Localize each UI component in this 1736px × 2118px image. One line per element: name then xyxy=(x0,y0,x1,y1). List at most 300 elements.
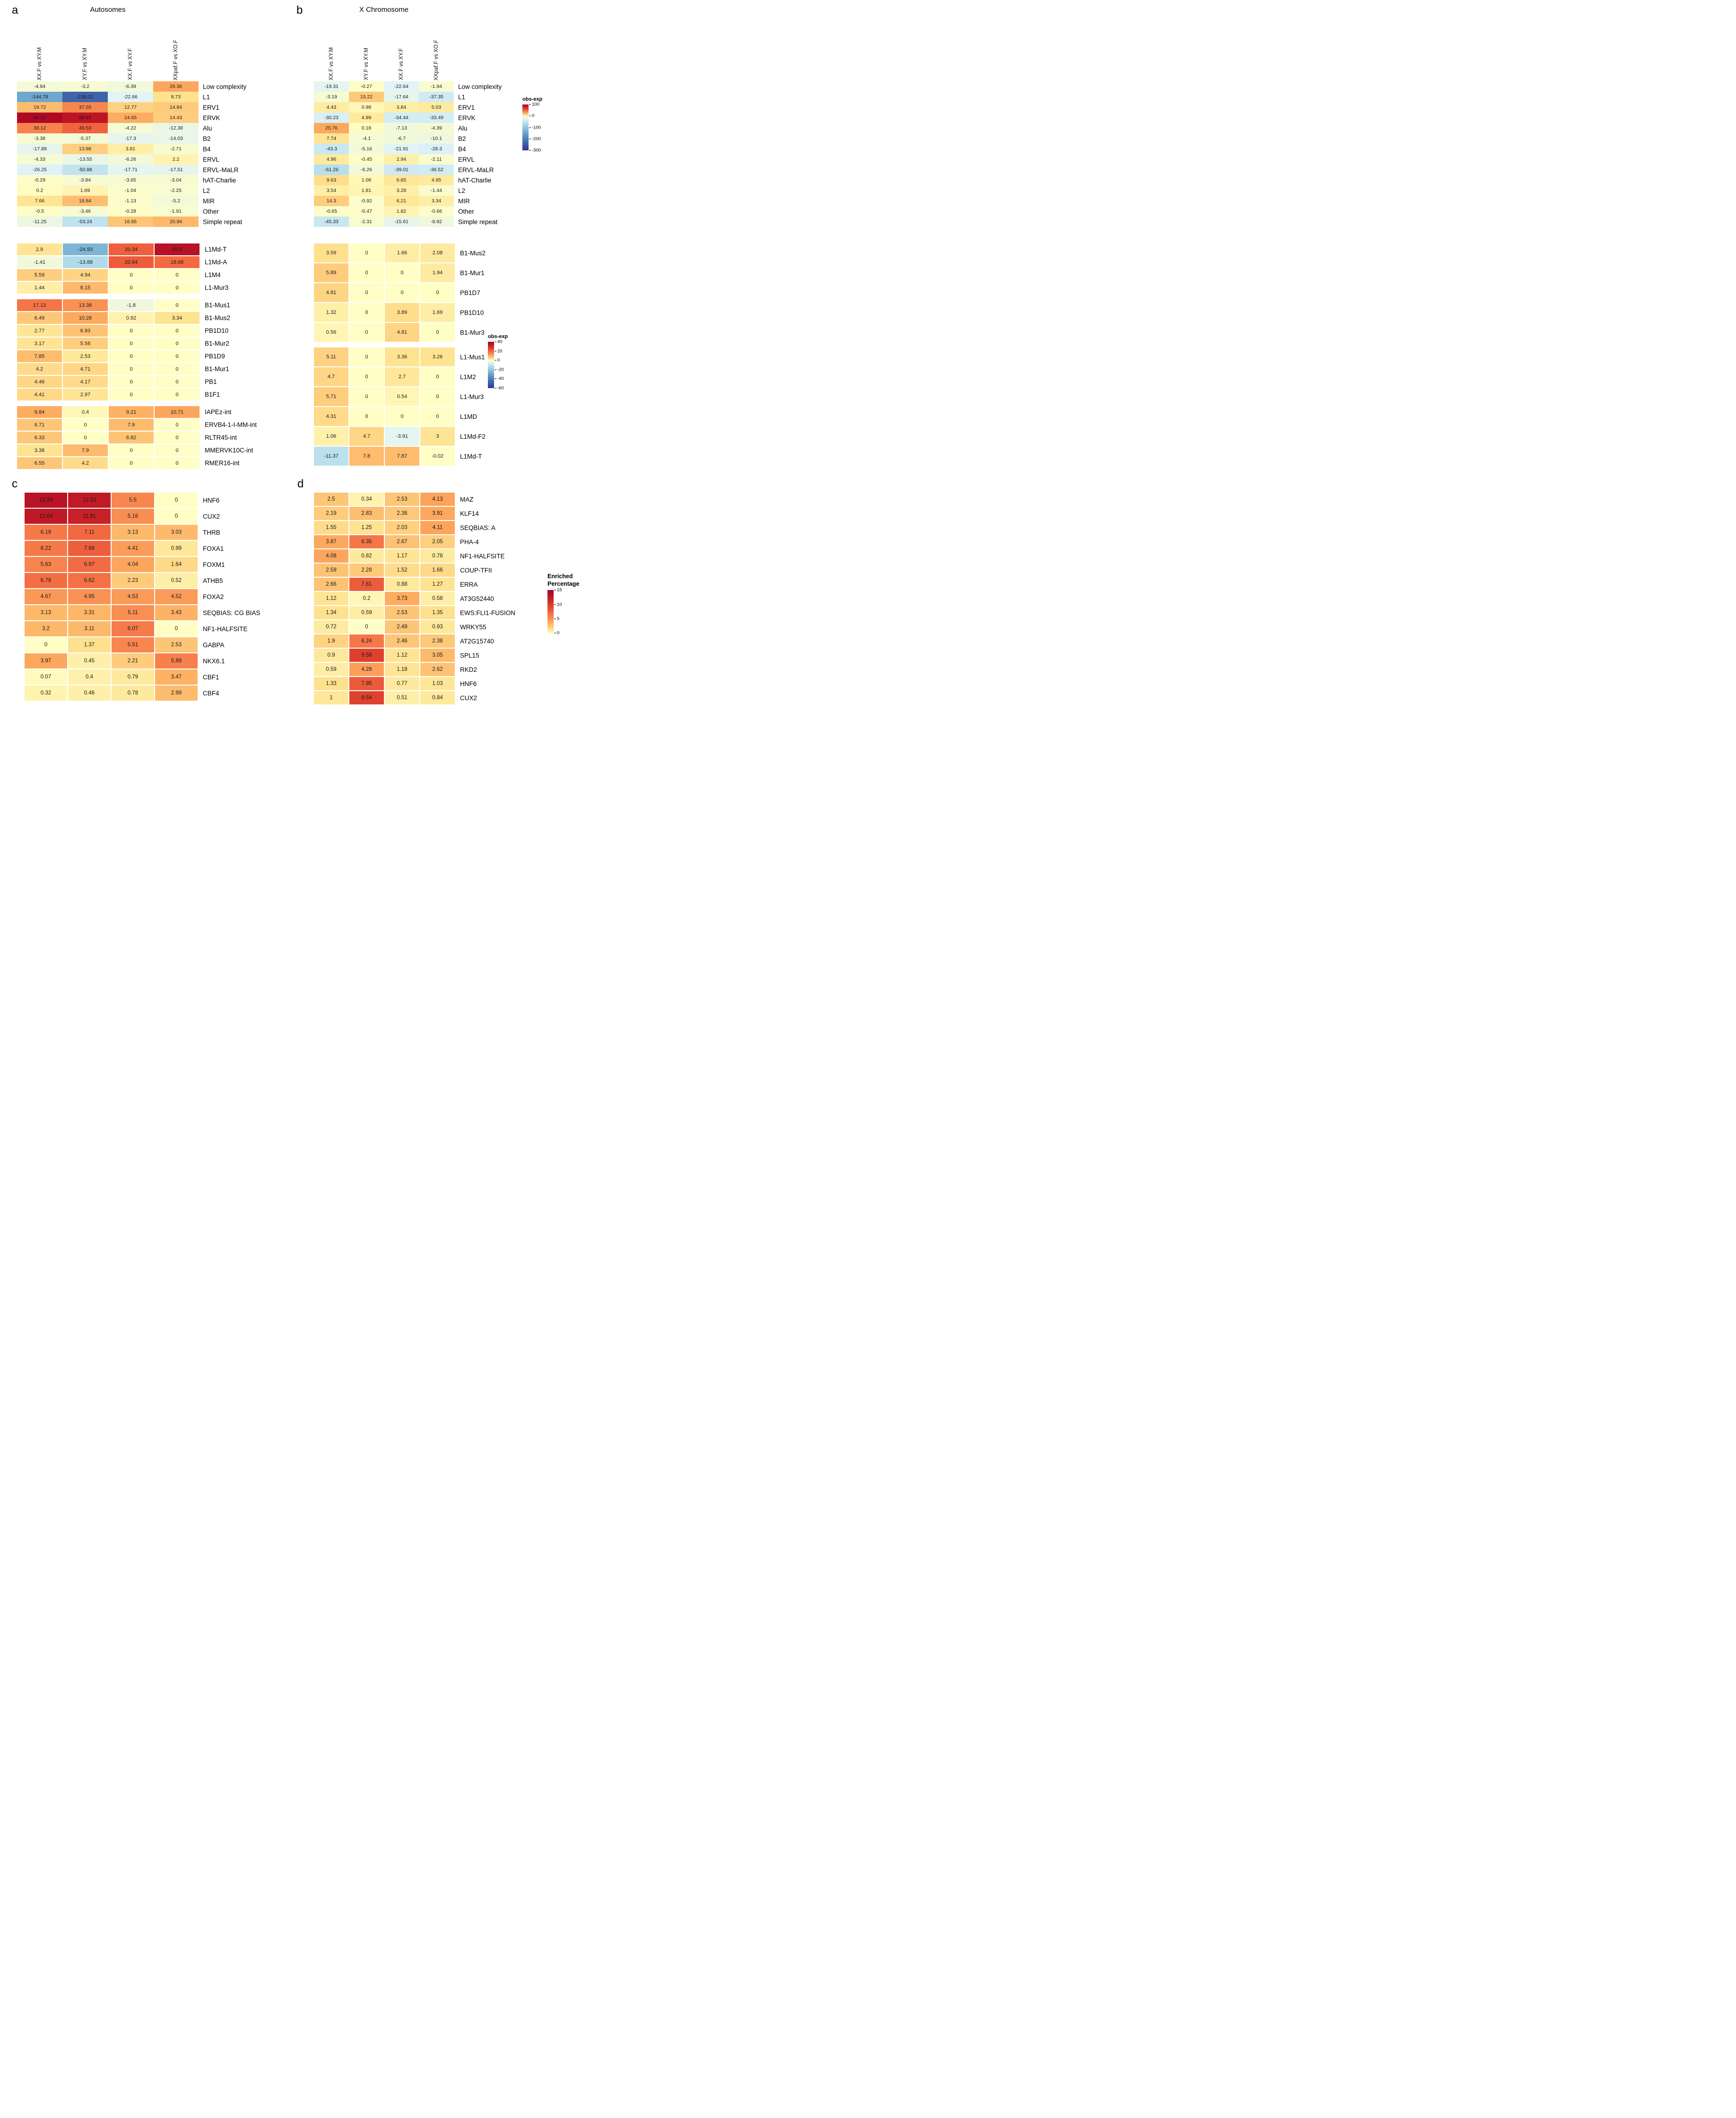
heatmap-cell: 0 xyxy=(349,303,384,322)
heatmap-row xyxy=(314,447,486,466)
heatmap-xchromosome-repeat-families xyxy=(314,243,486,466)
heatmap-cell: -0.92 xyxy=(349,196,384,206)
heatmap-cell: 6.97 xyxy=(68,557,111,572)
heatmap-row xyxy=(314,323,486,342)
row-label: L1-Mus1 xyxy=(460,353,485,361)
heatmap-cell: 0 xyxy=(349,263,384,282)
row-label: RLTR45-int xyxy=(205,434,237,441)
heatmap-cell: -53.24 xyxy=(62,217,108,227)
heatmap-cell: 5.71 xyxy=(314,387,348,406)
legend-obs-exp-top xyxy=(522,96,543,153)
row-label: B1-Mus2 xyxy=(205,314,231,321)
heatmap-cell: 3.17 xyxy=(17,338,62,349)
heatmap-cell: 6.49 xyxy=(17,312,62,324)
legend-colorbar xyxy=(488,342,494,388)
column-header-label: XX.F vs XY.F xyxy=(398,48,404,80)
heatmap-cell: 3.54 xyxy=(314,185,349,196)
heatmap-cell: 1.27 xyxy=(420,578,455,591)
row-label: L1 xyxy=(458,93,466,101)
heatmap-cell: 0.9 xyxy=(314,649,348,662)
heatmap-cell: 1.25 xyxy=(349,521,384,534)
heatmap-cell: 1.82 xyxy=(384,206,419,217)
heatmap-cell: 4.52 xyxy=(155,589,198,604)
heatmap-row xyxy=(25,557,260,572)
heatmap-cell: 5.58 xyxy=(63,338,108,349)
heatmap-cell: 0 xyxy=(155,299,200,311)
heatmap-row xyxy=(17,185,246,196)
heatmap-cell: 2.38 xyxy=(420,634,455,648)
row-label: B1-Mus1 xyxy=(205,302,231,309)
heatmap-cell: -5.2 xyxy=(153,196,199,206)
heatmap-cell: 20.94 xyxy=(153,217,199,227)
heatmap-cell: 0.78 xyxy=(112,686,154,701)
row-label: L1Md-A xyxy=(205,259,227,266)
heatmap-row xyxy=(314,243,486,262)
heatmap-cell: -3.19 xyxy=(314,92,349,102)
heatmap-cell: 4.08 xyxy=(314,549,348,563)
heatmap-row xyxy=(314,206,502,217)
row-label: THRB xyxy=(203,529,220,536)
heatmap-cell: 7.68 xyxy=(68,541,111,556)
heatmap-cell: -3.04 xyxy=(153,175,199,185)
heatmap-cell: 2.03 xyxy=(385,521,419,534)
row-label: B4 xyxy=(458,145,466,153)
heatmap-cell: -1.04 xyxy=(108,185,153,196)
row-label: MIR xyxy=(203,197,215,205)
heatmap-cell: -3.65 xyxy=(108,175,153,185)
heatmap-cell: -3.2 xyxy=(62,81,108,92)
legend-tick-label: -300 xyxy=(529,148,541,153)
row-label: CUX2 xyxy=(460,694,477,702)
heatmap-cell: 35.5 xyxy=(155,243,200,255)
heatmap-cell: 0 xyxy=(349,387,384,406)
heatmap-cell: -3.38 xyxy=(17,133,62,144)
column-header xyxy=(62,48,108,80)
heatmap-cell: -15.61 xyxy=(384,217,419,227)
heatmap-cell: 1 xyxy=(314,691,348,704)
heatmap-cell: 1.17 xyxy=(385,549,419,563)
heatmap-cell: 6.07 xyxy=(112,621,154,636)
heatmap-cell: 0 xyxy=(420,283,455,302)
heatmap-cell: 0.07 xyxy=(25,669,67,685)
row-label: MMERVK10C-int xyxy=(205,447,253,454)
heatmap-cell: 4.81 xyxy=(314,283,348,302)
heatmap-cell: 1.06 xyxy=(314,427,348,446)
heatmap-cell: 0.52 xyxy=(155,573,198,588)
heatmap-cell: 0.32 xyxy=(25,686,67,701)
heatmap-cell: 4.71 xyxy=(63,363,108,375)
heatmap-cell: 0.88 xyxy=(385,578,419,591)
heatmap-cell: 0.2 xyxy=(17,185,62,196)
heatmap-cell: 1.52 xyxy=(385,564,419,577)
heatmap-cell: 12.53 xyxy=(68,493,111,508)
row-label: MIR xyxy=(458,197,470,205)
heatmap-cell: -2.11 xyxy=(419,154,454,165)
heatmap-cell: -6.7 xyxy=(384,133,419,144)
heatmap-cell: 3.59 xyxy=(314,243,348,262)
heatmap-cell: 25.76 xyxy=(314,123,349,133)
heatmap-row xyxy=(17,196,246,206)
heatmap-cell: 2.2 xyxy=(153,154,199,165)
heatmap-cell: 4.53 xyxy=(112,589,154,604)
heatmap-cell: 4.7 xyxy=(349,427,384,446)
heatmap-cell: -19.31 xyxy=(314,81,349,92)
heatmap-cell: 14.43 xyxy=(153,113,199,123)
heatmap-cell: 3.26 xyxy=(420,347,455,366)
heatmap-cell: 9.21 xyxy=(109,406,154,418)
row-label: NF1-HALFSITE xyxy=(203,625,248,633)
heatmap-cell: 10.28 xyxy=(63,312,108,324)
heatmap-cell: 86.91 xyxy=(62,113,108,123)
row-label: PB1D10 xyxy=(205,327,229,334)
legend-title: Enriched Percentage xyxy=(547,573,580,587)
heatmap-cell: -1.13 xyxy=(108,196,153,206)
row-label: RMER16-int xyxy=(205,460,240,467)
heatmap-cell: 6.35 xyxy=(349,535,384,548)
row-label: hAT-Charlie xyxy=(203,176,236,184)
heatmap-cell: 1.37 xyxy=(68,637,111,652)
heatmap-row xyxy=(17,206,246,217)
heatmap-cell: 7.81 xyxy=(349,578,384,591)
heatmap-row xyxy=(314,154,502,165)
heatmap-cell: 3.47 xyxy=(155,669,198,685)
row-label: HNF6 xyxy=(203,496,220,504)
heatmap-cell: -13.88 xyxy=(63,256,108,268)
heatmap-cell: 1.33 xyxy=(314,677,348,690)
heatmap-xchromosome-repeat-classes xyxy=(314,81,502,227)
heatmap-cell: 5.63 xyxy=(25,557,67,572)
heatmap-cell: 0.59 xyxy=(314,663,348,676)
heatmap-cell: -3.91 xyxy=(385,427,419,446)
legend-tick-label: -60 xyxy=(495,386,504,391)
heatmap-cell: -2.25 xyxy=(153,185,199,196)
heatmap-row xyxy=(17,256,257,268)
heatmap-cell: 2.7 xyxy=(385,367,419,386)
row-label: ERV1 xyxy=(203,104,220,111)
row-label: B2 xyxy=(203,135,211,142)
heatmap-cell: 4.41 xyxy=(112,541,154,556)
heatmap-cell: -0.5 xyxy=(17,206,62,217)
heatmap-row xyxy=(25,541,260,556)
heatmap-cell: 6.82 xyxy=(109,432,154,443)
column-header-label: XX.F vs XY.M xyxy=(36,47,43,80)
heatmap-cell: 3.84 xyxy=(384,102,419,113)
heatmap-cell: 0 xyxy=(155,457,200,469)
row-label: B1-Mur3 xyxy=(460,329,485,336)
heatmap-cell: -236.21 xyxy=(62,92,108,102)
row-label: CBF1 xyxy=(203,673,219,681)
heatmap-row xyxy=(314,102,502,113)
panel-b-title: X Chromosome xyxy=(359,6,409,14)
heatmap-row xyxy=(314,620,515,634)
heatmap-cell: 1.44 xyxy=(17,282,62,294)
heatmap-cell: -0.65 xyxy=(314,206,349,217)
heatmap-row xyxy=(314,263,486,282)
legend-obs-exp-bottom xyxy=(488,334,508,391)
legend-tick-label: 0 xyxy=(529,113,534,119)
heatmap-cell: 0.82 xyxy=(349,549,384,563)
heatmap-cell: 12.77 xyxy=(108,102,153,113)
heatmap-row xyxy=(17,81,246,92)
heatmap-cell: -17.3 xyxy=(108,133,153,144)
panel-a-letter: a xyxy=(12,4,18,17)
column-header-label: XXpaf.F vs XO.F xyxy=(173,39,179,80)
heatmap-cell: -7.13 xyxy=(384,123,419,133)
heatmap-row xyxy=(314,113,502,123)
heatmap-cell: 0.4 xyxy=(68,669,111,685)
heatmap-cell: 0.78 xyxy=(420,549,455,563)
heatmap-cell: 1.66 xyxy=(385,243,419,262)
heatmap-cell: 0 xyxy=(349,283,384,302)
heatmap-cell: 0 xyxy=(155,363,200,375)
heatmap-cell: -11.25 xyxy=(17,217,62,227)
heatmap-autosomes-repeat-families xyxy=(17,243,257,469)
row-label: B1-Mur2 xyxy=(205,340,229,347)
row-label: L1Md-F2 xyxy=(460,433,486,440)
heatmap-cell: 0 xyxy=(109,325,154,337)
heatmap-cell: 4.04 xyxy=(112,557,154,572)
heatmap-row xyxy=(17,113,246,123)
heatmap-cell: 2.5 xyxy=(314,493,348,506)
heatmap-cell: 1.32 xyxy=(314,303,348,322)
heatmap-cell: 0.58 xyxy=(420,592,455,605)
heatmap-cell: 2.46 xyxy=(385,634,419,648)
heatmap-cell: 2.99 xyxy=(155,686,198,701)
heatmap-cell: -22.64 xyxy=(384,81,419,92)
heatmap-cell: 14.84 xyxy=(153,102,199,113)
heatmap-cell: 6.62 xyxy=(68,573,111,588)
row-label: SEQBIAS: A xyxy=(460,524,496,531)
heatmap-cell: 3 xyxy=(420,427,455,446)
heatmap-cell: -4.39 xyxy=(419,123,454,133)
heatmap-cell: 7.9 xyxy=(109,419,154,431)
heatmap-cell: 0 xyxy=(109,444,154,456)
heatmap-cell: 2.23 xyxy=(112,573,154,588)
heatmap-cell: -1.8 xyxy=(109,299,154,311)
heatmap-cell: 4.96 xyxy=(314,154,349,165)
legend-colorbar xyxy=(522,104,529,150)
heatmap-cell: 1.12 xyxy=(385,649,419,662)
heatmap-cell: 4.2 xyxy=(63,457,108,469)
heatmap-cell: -45.33 xyxy=(314,217,349,227)
column-header xyxy=(384,48,419,80)
heatmap-cell: 18.84 xyxy=(62,196,108,206)
heatmap-row xyxy=(314,691,515,704)
heatmap-row xyxy=(314,407,486,426)
heatmap-row xyxy=(314,493,515,506)
legend-title: obs-exp xyxy=(522,96,543,102)
legend-tick-labels xyxy=(495,339,516,391)
heatmap-cell: 1.55 xyxy=(314,521,348,534)
heatmap-cell: 2.67 xyxy=(385,535,419,548)
row-label: hAT-Charlie xyxy=(458,176,492,184)
heatmap-cell: 4.17 xyxy=(63,376,108,388)
heatmap-cell: 2.9 xyxy=(17,243,62,255)
heatmap-row xyxy=(314,81,502,92)
heatmap-autosomes-repeat-classes xyxy=(17,81,246,227)
heatmap-cell: 4.28 xyxy=(349,663,384,676)
heatmap-cell: -0.27 xyxy=(349,81,384,92)
heatmap-cell: 2.83 xyxy=(349,507,384,520)
heatmap-row xyxy=(17,217,246,227)
heatmap-cell: 0 xyxy=(25,637,67,652)
heatmap-cell: 3.89 xyxy=(385,303,419,322)
heatmap-cell: 0.77 xyxy=(385,677,419,690)
heatmap-cell: 0 xyxy=(349,620,384,634)
heatmap-row xyxy=(17,133,246,144)
heatmap-row xyxy=(25,525,260,540)
heatmap-row xyxy=(314,507,515,520)
heatmap-cell: 3.38 xyxy=(17,444,62,456)
heatmap-cell: 4.31 xyxy=(314,407,348,426)
legend-tick-label: -40 xyxy=(495,376,504,382)
heatmap-cell: 0 xyxy=(109,338,154,349)
panel-c-letter: c xyxy=(12,477,17,490)
row-label: L1-Mur3 xyxy=(205,284,229,291)
row-label: PB1D7 xyxy=(460,289,480,296)
heatmap-cell: 16.85 xyxy=(108,217,153,227)
heatmap-cell: 0 xyxy=(155,325,200,337)
column-header-label: XXpaf.F vs XO.F xyxy=(433,39,439,80)
row-label: Low complexity xyxy=(458,83,502,90)
heatmap-cell: 0 xyxy=(349,323,384,342)
heatmap-cell: 0.99 xyxy=(155,541,198,556)
heatmap-cell: 6.21 xyxy=(384,196,419,206)
heatmap-cell: 1.35 xyxy=(420,606,455,619)
heatmap-cell: -4.33 xyxy=(17,154,62,165)
heatmap-cell: 2.53 xyxy=(385,493,419,506)
row-label: FOXA1 xyxy=(203,545,224,552)
heatmap-cell: 7.8 xyxy=(349,447,384,466)
heatmap-row xyxy=(25,621,260,636)
heatmap-row xyxy=(17,338,257,349)
row-label: SEQBIAS: CG BIAS xyxy=(203,609,260,616)
row-label: L2 xyxy=(458,187,466,194)
row-label: GABPA xyxy=(203,641,225,649)
row-label: NKX6.1 xyxy=(203,657,225,665)
heatmap-cell: 2.62 xyxy=(420,663,455,676)
heatmap-cell: -17.51 xyxy=(153,165,199,175)
panel-b-letter: b xyxy=(296,4,303,17)
heatmap-cell: 3.87 xyxy=(314,535,348,548)
heatmap-cell: -1.94 xyxy=(419,81,454,92)
heatmap-cell: -0.45 xyxy=(349,154,384,165)
heatmap-cell: 0 xyxy=(385,283,419,302)
legend-tick-label: 5 xyxy=(554,616,559,621)
heatmap-cell: -1.41 xyxy=(17,256,62,268)
heatmap-cell: -34.44 xyxy=(384,113,419,123)
heatmap-row xyxy=(17,154,246,165)
heatmap-cell: 0.54 xyxy=(385,387,419,406)
column-header-label: XY.F vs XY.M xyxy=(82,48,88,80)
row-label: L1Md-T xyxy=(460,452,482,460)
heatmap-cell: 0 xyxy=(155,509,198,524)
heatmap-cell: 6.24 xyxy=(349,634,384,648)
row-label: NF1-HALFSITE xyxy=(460,552,505,560)
heatmap-cell: 0 xyxy=(155,338,200,349)
heatmap-cell: -24.93 xyxy=(63,243,108,255)
column-header xyxy=(153,40,199,80)
heatmap-row xyxy=(314,535,515,548)
heatmap-cell: 3.81 xyxy=(108,144,153,154)
heatmap-cell: 3.11 xyxy=(68,621,111,636)
heatmap-row xyxy=(17,312,257,324)
heatmap-cell: -0.02 xyxy=(420,447,455,466)
row-label: ERVL xyxy=(203,156,220,163)
heatmap-row xyxy=(25,653,260,668)
heatmap-cell: 3.97 xyxy=(25,653,67,668)
heatmap-cell: 1.69 xyxy=(420,303,455,322)
heatmap-cell: -13.55 xyxy=(62,154,108,165)
heatmap-cell: 0.72 xyxy=(314,620,348,634)
heatmap-cell: 24.65 xyxy=(108,113,153,123)
heatmap-row xyxy=(314,387,486,406)
heatmap-cell: 0 xyxy=(155,389,200,400)
heatmap-row xyxy=(314,283,486,302)
heatmap-cell: 6.19 xyxy=(25,525,67,540)
heatmap-cell: 0.79 xyxy=(112,669,154,685)
heatmap-cell: 3.13 xyxy=(112,525,154,540)
heatmap-cell: 2.28 xyxy=(349,564,384,577)
row-label: B4 xyxy=(203,145,211,153)
column-header-label: XX.F vs XY.M xyxy=(328,47,334,80)
row-label: EWS:FLI1-FUSION xyxy=(460,609,516,616)
heatmap-cell: 0.46 xyxy=(68,686,111,701)
heatmap-cell: 0.59 xyxy=(349,606,384,619)
heatmap-cell: 7.74 xyxy=(314,133,349,144)
legend-tick-labels xyxy=(529,102,551,153)
heatmap-cell: -0.66 xyxy=(419,206,454,217)
row-label: L1 xyxy=(203,93,210,101)
heatmap-cell: 1.69 xyxy=(62,185,108,196)
heatmap-cell: -5.37 xyxy=(62,133,108,144)
heatmap-row xyxy=(314,564,515,577)
heatmap-cell: -0.29 xyxy=(17,175,62,185)
heatmap-cell: -50.88 xyxy=(62,165,108,175)
heatmap-cell: -1.44 xyxy=(419,185,454,196)
row-label: Alu xyxy=(203,124,212,132)
heatmap-cell: 7.85 xyxy=(17,350,62,362)
heatmap-row xyxy=(314,606,515,619)
heatmap-cell: -43.3 xyxy=(314,144,349,154)
heatmap-row xyxy=(314,521,515,534)
heatmap-cell: -1.91 xyxy=(153,206,199,217)
heatmap-row xyxy=(17,102,246,113)
heatmap-cell: 0 xyxy=(155,350,200,362)
row-label: ERVL xyxy=(458,156,475,163)
heatmap-cell: 2.21 xyxy=(112,653,154,668)
heatmap-cell: -26.25 xyxy=(17,165,62,175)
heatmap-motifs-xchromosome xyxy=(314,493,515,704)
heatmap-row xyxy=(25,605,260,620)
heatmap-row xyxy=(314,303,486,322)
heatmap-cell: 5.11 xyxy=(112,605,154,620)
heatmap-cell: 0 xyxy=(109,389,154,400)
heatmap-row xyxy=(314,92,502,102)
heatmap-cell: 8.15 xyxy=(63,282,108,294)
heatmap-row xyxy=(25,637,260,652)
row-label: ERVK xyxy=(458,114,476,122)
heatmap-cell: 20.84 xyxy=(109,256,154,268)
heatmap-cell: 6.65 xyxy=(384,175,419,185)
heatmap-cell: 9.58 xyxy=(349,649,384,662)
heatmap-cell: 3.2 xyxy=(25,621,67,636)
heatmap-row xyxy=(314,427,486,446)
legend-tick-labels xyxy=(554,587,576,636)
row-label: Other xyxy=(458,208,474,215)
heatmap-cell: 5.51 xyxy=(112,637,154,652)
heatmap-cell: 1.08 xyxy=(349,175,384,185)
